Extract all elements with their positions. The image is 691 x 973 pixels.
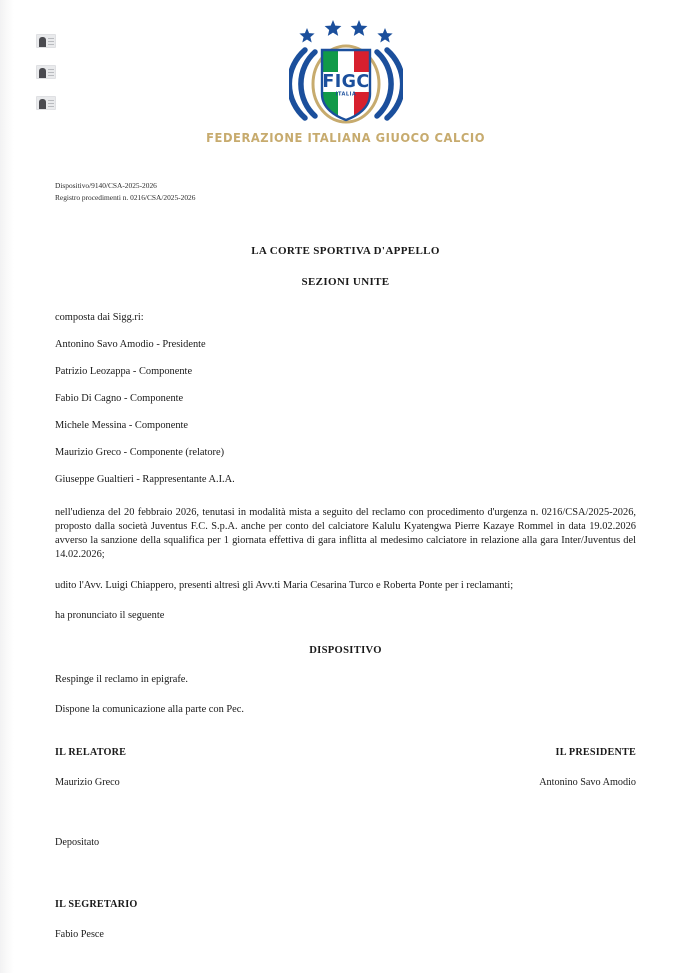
presidente-name: Antonino Savo Amodio [539,777,636,788]
pronounced-line: ha pronunciato il seguente [55,610,165,621]
segretario-name: Fabio Pesce [55,929,104,940]
relatore-name: Maurizio Greco [55,777,120,788]
decision-line: Dispone la comunicazione alla parte con Pec. [55,704,244,715]
svg-text:FIGC: FIGC [321,72,370,92]
segretario-label: IL SEGRETARIO [55,899,138,910]
decision-line: Respinge il reclamo in epigrafe. [55,674,189,685]
presidente-signature-block [539,747,636,788]
presidente-label: IL PRESIDENTE [555,747,636,758]
relatore-label: IL RELATORE [55,747,127,758]
figc-logo-block [0,16,691,145]
deposited-label: Depositato [55,837,100,848]
document-content [55,180,636,940]
document-title-group [55,245,636,288]
heard-parties-paragraph: udito l'Avv. Luigi Chiappero, presenti altresì gli Avv.ti Maria Cesarina Turco e Roberta Ponte per i reclamanti; [55,580,514,591]
figc-crest-icon [289,36,403,126]
panel-member: Maurizio Greco - Componente (relatore) [55,447,225,458]
panel-member: Giuseppe Gualtieri - Rappresentante A.I.A. [55,474,235,485]
signature-row [55,747,636,788]
panel-member: Antonino Savo Amodio - Presidente [55,339,206,350]
reference-dispositivo: Dispositivo/9140/CSA-2025-2026 [55,181,157,190]
page-edge-shadow [0,0,14,973]
reference-registro: Registro procedimenti n. 0216/CSA/2025-2026 [55,192,196,202]
decision-heading: DISPOSITIVO [309,645,382,656]
figc-logo-mark [281,16,411,128]
federation-name-text: FEDERAZIONE ITALIANA GIUOCO CALCIO [206,130,485,145]
relatore-signature-block [55,747,126,788]
page-title: LA CORTE SPORTIVA D'APPELLO [251,245,440,257]
svg-text:ITALIA: ITALIA [335,91,356,98]
hearing-paragraph: nell'udienza del 20 febbraio 2026, tenutasi in modalità mista a seguito del reclamo con procedimento d'urgenza n. 0216/CSA/2025-2026, proposto dalla società Juventus F.C. S.p.A. anche per conto del calciatore Kalulu Kyatengwa Pierre Kazaye Rommel in data 19.02.2026 avverso la sanzione della squalifica per 1 giornata effettiva di gara inflitta al medesimo calciatore in relazione alla gara Inter/Juventus del 14.02.2026; [55,507,636,560]
panel-member: Fabio Di Cagno - Componente [55,393,184,404]
composition-intro: composta dai Sigg.ri: [55,312,144,323]
panel-member: Michele Messina - Componente [55,420,189,431]
reference-block [55,180,636,203]
panel-member: Patrizio Leozappa - Componente [55,366,193,377]
page-subtitle: SEZIONI UNITE [301,276,390,288]
